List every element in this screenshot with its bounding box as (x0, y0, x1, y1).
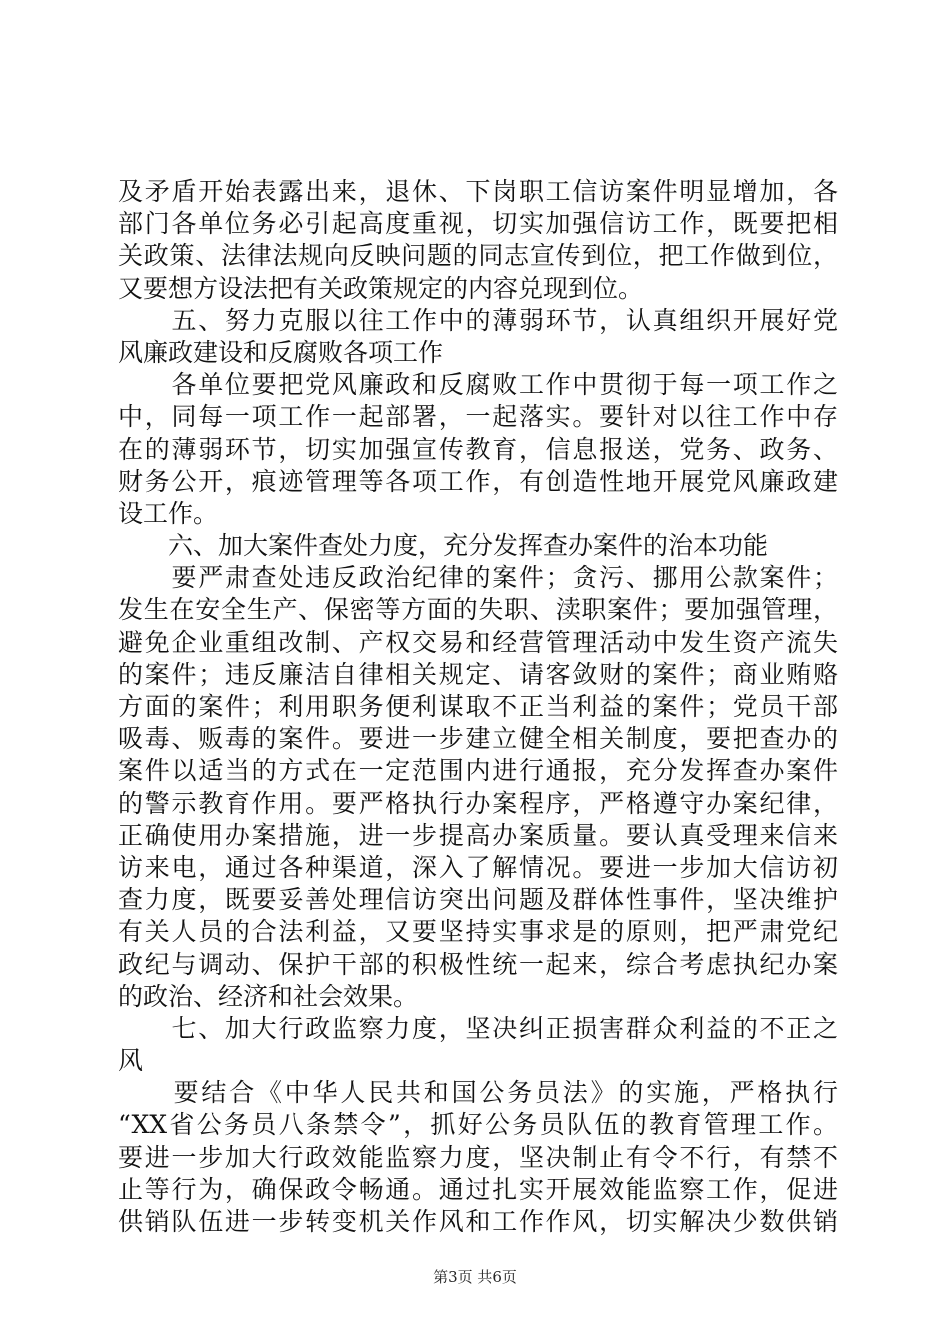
text-line: 案件以适当的方式在一定范围内进行通报，充分发挥查办案件 (118, 756, 838, 786)
text-line: 发生在安全生产、保密等方面的失职、渎职案件；要加强管理， (118, 595, 838, 625)
text-line: 设工作。 (118, 498, 219, 528)
text-line: 各单位要把党风廉政和反腐败工作中贯彻于每一项工作之 (118, 370, 838, 400)
text-line: 财务公开，痕迹管理等各项工作，有创造性地开展党风廉政建 (118, 466, 838, 496)
text-line: 风廉政建设和反腐败各项工作 (118, 337, 444, 367)
text-line: 吸毒、贩毒的案件。要进一步建立健全相关制度，要把查办的 (118, 724, 838, 754)
document-body (118, 176, 838, 1238)
text-line: 的案件；违反廉洁自律相关规定、请客敛财的案件；商业贿赂 (118, 659, 838, 689)
text-line: 在的薄弱环节，切实加强宣传教育，信息报送，党务、政务、 (118, 434, 838, 464)
text-line: 六、加大案件查处力度，充分发挥查办案件的治本功能 (118, 531, 769, 561)
text-line: 访来电，通过各种渠道，深入了解情况。要进一步加大信访初 (118, 852, 838, 882)
text-line: 七、加大行政监察力度，坚决纠正损害群众利益的不正之 (118, 1013, 838, 1043)
text-line: 避免企业重组改制、产权交易和经营管理活动中发生资产流失 (118, 627, 838, 657)
text-line: 供销队伍进一步转变机关作风和工作作风，切实解决少数供销 (118, 1207, 838, 1236)
text-line: “XX省公务员八条禁令”，抓好公务员队伍的教育管理工作。 (118, 1110, 838, 1140)
text-line: 五、努力克服以往工作中的薄弱环节，认真组织开展好党 (118, 305, 838, 335)
text-line: 政纪与调动、保护干部的积极性统一起来，综合考虑执纪办案 (118, 949, 838, 979)
page-footer: 第3页 共6页 (433, 1268, 517, 1286)
text-line: 有关人员的合法利益，又要坚持实事求是的原则，把严肃党纪 (118, 917, 838, 947)
text-line: 方面的案件；利用职务便利谋取不正当利益的案件；党员干部 (118, 692, 838, 721)
text-line: 查力度，既要妥善处理信访突出问题及群体性事件，坚决维护 (118, 885, 838, 915)
text-line: 的警示教育作用。要严格执行办案程序，严格遵守办案纪律， (118, 788, 838, 818)
text-line: 及矛盾开始表露出来，退休、下岗职工信访案件明显增加，各 (118, 177, 838, 206)
text-line: 要进一步加大行政效能监察力度，坚决制止有令不行，有禁不 (118, 1142, 838, 1172)
text-line: 风 (118, 1046, 144, 1076)
text-line: 中，同每一项工作一起部署，一起落实。要针对以往工作中存 (118, 402, 838, 432)
text-line: 止等行为，确保政令畅通。通过扎实开展效能监察工作，促进 (118, 1174, 838, 1204)
text-line: 关政策、法律法规向反映问题的同志宣传到位，把工作做到位， (118, 241, 838, 271)
text-line: 要严肃查处违反政治纪律的案件；贪污、挪用公款案件； (118, 563, 838, 593)
text-line: 的政治、经济和社会效果。 (118, 981, 419, 1011)
text-line: 部门各单位务必引起高度重视，切实加强信访工作，既要把相 (118, 209, 838, 239)
text-line: 又要想方设法把有关政策规定的内容兑现到位。 (118, 273, 644, 303)
text-line: 正确使用办案措施，进一步提高办案质量。要认真受理来信来 (118, 820, 838, 850)
text-line: 要结合《中华人民共和国公务员法》的实施，严格执行 (118, 1078, 838, 1108)
